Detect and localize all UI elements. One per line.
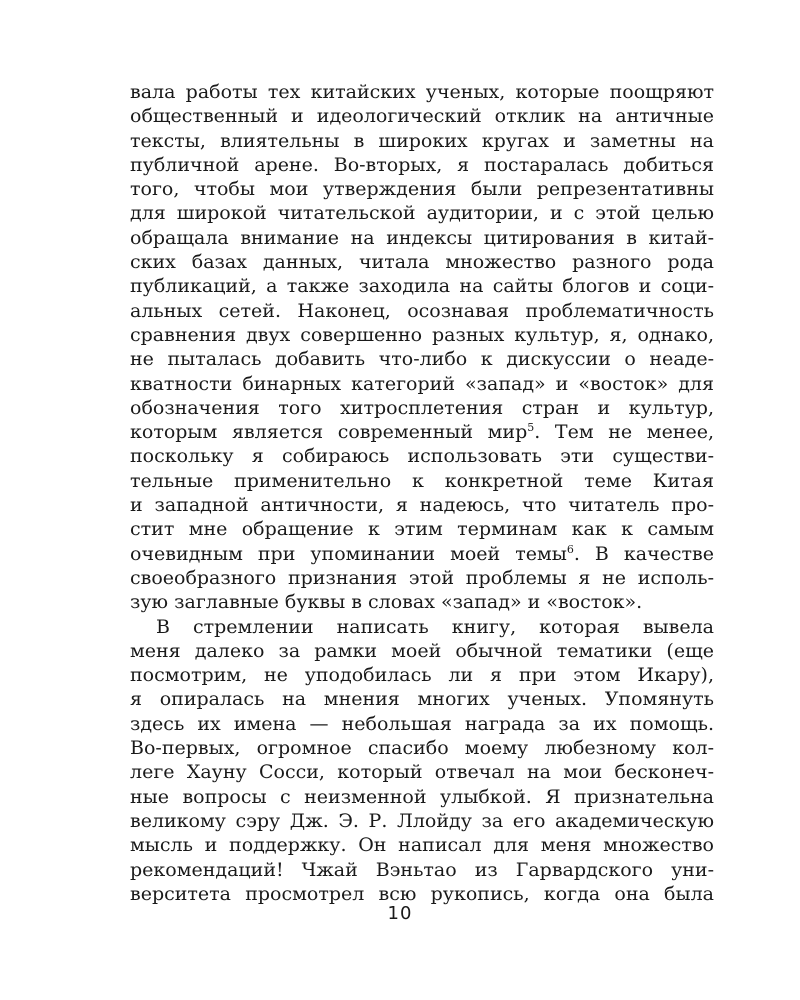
text-segment: . Тем не менее,	[534, 421, 714, 444]
text-line: тельные применительно к конкретной теме Китая	[130, 469, 714, 492]
text-line: обозначения того хитросплетения стран и культур,	[130, 396, 714, 419]
text-line: я опиралась на мнения многих ученых. Упомянуть	[130, 688, 714, 711]
text-line: для широкой читательской аудитории, и с этой целью	[130, 202, 714, 225]
text-segment: . В качестве	[573, 542, 714, 565]
text-line: леге Хауну Сосси, который отвечал на мои бесконеч-	[130, 761, 714, 784]
page-number: 10	[387, 903, 413, 924]
body-text	[130, 80, 714, 906]
text-line: и западной античности, я надеюсь, что читатель про-	[130, 494, 714, 517]
text-line: поскольку я собираюсь использовать эти существи-	[130, 445, 714, 468]
paragraph-start-line: В стремлении написать книгу, которая вывела	[156, 615, 714, 638]
text-line: вала работы тех китайских ученых, которые поощряют	[130, 81, 714, 103]
text-line: общественный и идеологический отклик на античные	[130, 105, 714, 128]
text-line: зую заглавные буквы в словах «запад» и «восток».	[130, 591, 643, 614]
text-line: мысль и поддержку. Он написал для меня множество	[130, 834, 714, 857]
text-line: рекомендаций! Чжай Вэньтао из Гарвардского уни-	[130, 858, 714, 881]
text-line: публикаций, а также заходила на сайты блогов и соци-	[130, 275, 714, 298]
text-line: посмотрим, не уподобилась ли я при этом Икару),	[130, 664, 714, 687]
text-line: стит мне обращение к этим терминам как к самым	[130, 518, 714, 541]
text-line: тексты, влиятельны в широких кругах и заметны на	[130, 129, 714, 152]
text-line: ских базах данных, читала множество разного рода	[130, 251, 714, 274]
text-line: меня далеко за рамки моей обычной тематики (еще	[130, 639, 714, 662]
text-line: верситета просмотрел всю рукопись, когда она была	[130, 882, 714, 905]
text-line: великому сэру Дж. Э. Р. Ллойду за его академическую	[130, 809, 714, 832]
footnote-marker-5[interactable]: 5	[527, 421, 535, 435]
text-line: своеобразного признания этой проблемы я не исполь-	[130, 566, 714, 589]
text-line: не пыталась добавить что-либо к дискуссии о неаде-	[130, 348, 714, 371]
text-line: альных сетей. Наконец, осознавая проблематичность	[130, 299, 714, 322]
text-line: здесь их имена — небольшая награда за их помощь.	[130, 712, 714, 735]
text-line: кватности бинарных категорий «запад» и «восток» для	[130, 372, 714, 395]
text-line: того, чтобы мои утверждения были репрезентативны	[130, 178, 714, 201]
text-line: обращала внимание на индексы цитирования в китай-	[130, 226, 714, 249]
text-line: ные вопросы с неизменной улыбкой. Я признательна	[130, 785, 714, 808]
text-line: публичной арене. Во-вторых, я постаралась добиться	[130, 153, 714, 176]
text-line: Во-первых, огромное спасибо моему любезному кол-	[130, 737, 714, 760]
text-segment: очевидным при упоминании моей темы	[130, 542, 567, 565]
footnote-marker-6[interactable]: 6	[566, 542, 574, 556]
text-segment: которым является современный мир	[130, 421, 528, 444]
text-line-with-footnote	[130, 542, 714, 566]
text-line: сравнения двух совершенно разных культур, я, однако,	[130, 323, 714, 346]
text-line-with-footnote	[130, 420, 714, 444]
